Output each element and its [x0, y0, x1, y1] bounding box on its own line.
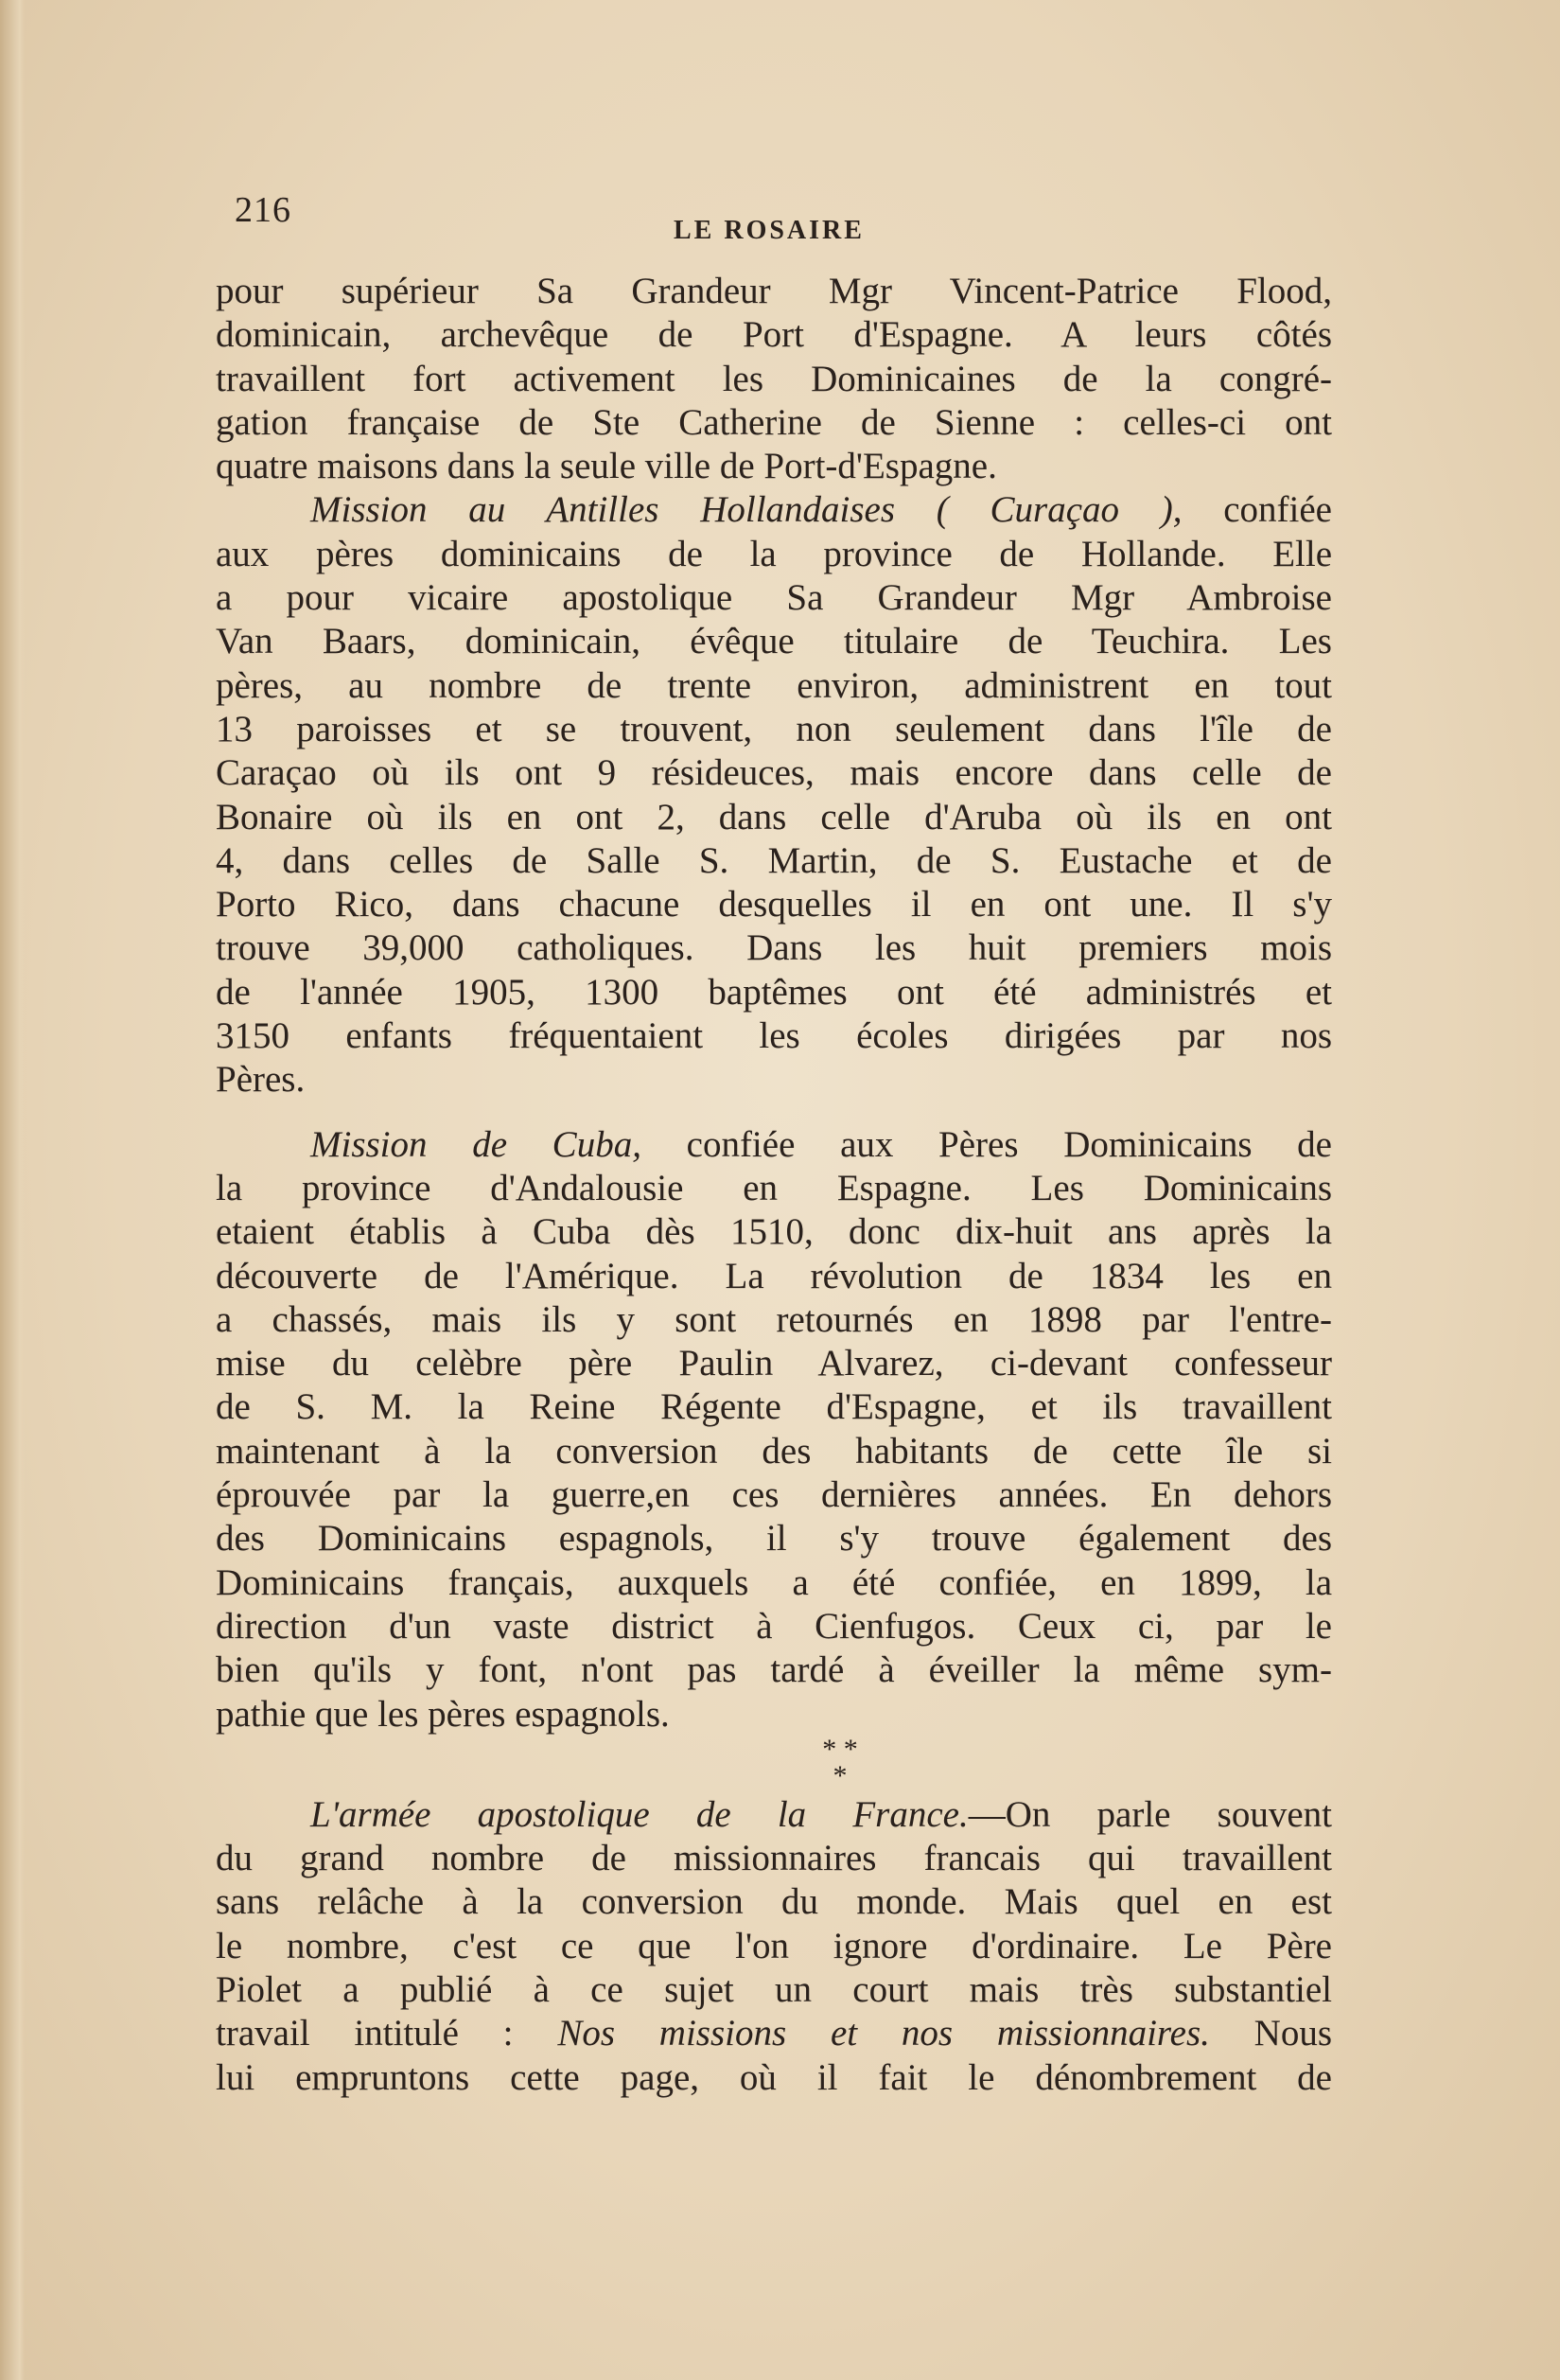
text-fragment: confiée aux Pères Dominicains de [640, 1123, 1332, 1165]
text-line: Caraçao où ils ont 9 résideuces, mais encore dans celle de [216, 752, 1332, 794]
text-line: 3150 enfants fréquentaient les écoles dirigées par nos [216, 1015, 1332, 1057]
text-line: aux pères dominicains de la province de Hollande. Elle [216, 533, 1332, 574]
text-line: travaillent fort activement les Dominicaines de la congré- [216, 358, 1332, 399]
text-line: de S. M. la Reine Régente d'Espagne, et ils travaillent [216, 1386, 1332, 1428]
section-heading-italic: L'armée apostolique de la France. [310, 1793, 969, 1835]
text-line: Dominicains français, auxquels a été confiée, en 1899, la [216, 1561, 1332, 1603]
text-line: quatre maisons dans la seule ville de Port-d'Espagne. [216, 446, 997, 487]
text-line: direction d'un vaste district à Cienfugos. Ceux ci, par le [216, 1605, 1332, 1647]
text-line: le nombre, c'est ce que l'on ignore d'ordinaire. Le Père [216, 1925, 1332, 1966]
text-line: éprouvée par la guerre,en ces dernières années. En dehors [216, 1474, 1332, 1516]
text-line: du grand nombre de missionnaires francais qui travaillent [216, 1838, 1332, 1879]
text-line: découverte de l'Amérique. La révolution de 1834 les en [216, 1255, 1332, 1296]
separator-top: * * [822, 1733, 858, 1765]
text-line: la province d'Andalousie en Espagne. Les Dominicains [216, 1167, 1332, 1208]
section-separator [216, 1733, 1332, 1793]
text-line: de l'année 1905, 1300 baptêmes ont été administrés et [216, 971, 1332, 1013]
text-line: a pour vicaire apostolique Sa Grandeur Mgr Ambroise [216, 577, 1332, 619]
separator-bottom: * [833, 1759, 848, 1791]
text-fragment: travail intitulé : [216, 2013, 558, 2054]
text-line: trouve 39,000 catholiques. Dans les huit premiers mois [216, 927, 1332, 969]
text-line [216, 488, 1332, 532]
text-fragment: confiée [1182, 489, 1332, 531]
book-title-italic: Nos missions et nos missionnaires. [557, 2013, 1210, 2054]
text-line: gation française de Ste Catherine de Sienne : celles-ci ont [216, 401, 1332, 443]
page-number: 216 [235, 190, 291, 230]
text-line: lui empruntons cette page, où il fait le dénombrement de [216, 2056, 1332, 2098]
page-edge-shadow [0, 0, 25, 2380]
paragraph-cuba [216, 1123, 1332, 1737]
text-line: dominicain, archevêque de Port d'Espagne. A leurs côtés [216, 314, 1332, 356]
text-line: sans relâche à la conversion du monde. Mais quel en est [216, 1881, 1332, 1923]
text-line: 13 paroisses et se trouvent, non seulement dans l'île de [216, 708, 1332, 749]
text-line: 4, dans celles de Salle S. Martin, de S. Eustache et de [216, 839, 1332, 881]
text-line [216, 1123, 1332, 1167]
paragraph-armee-apostolique [216, 1793, 1332, 2100]
section-heading-italic: Mission de Cuba, [310, 1123, 641, 1165]
text-line: bien qu'ils y font, n'ont pas tardé à éveiller la même sym- [216, 1649, 1332, 1691]
paragraph-trinidad [216, 270, 1332, 488]
text-line [216, 2012, 1332, 2055]
text-line: Van Baars, dominicain, évêque titulaire de Teuchira. Les [216, 621, 1332, 662]
text-fragment: Nous [1209, 2013, 1333, 2054]
text-line: pour supérieur Sa Grandeur Mgr Vincent-Patrice Flood, [216, 271, 1332, 311]
text-line: etaient établis à Cuba dès 1510, donc dix-huit ans après la [216, 1211, 1332, 1253]
text-line: Pères. [216, 1059, 306, 1101]
section-heading-italic: Mission au Antilles Hollandaises ( Curaçao ), [310, 489, 1183, 531]
text-line: Piolet a publié à ce sujet un court mais très substantiel [216, 1968, 1332, 2010]
text-line: a chassés, mais ils y sont retournés en 1898 par l'entre- [216, 1298, 1332, 1340]
running-head: LE ROSAIRE [674, 216, 865, 245]
text-line: maintenant à la conversion des habitants de cette île si [216, 1430, 1332, 1472]
paragraph-antilles-hollandaises [216, 488, 1332, 1102]
text-line: pères, au nombre de trente environ, administrent en tout [216, 664, 1332, 706]
paragraph-gap [216, 1102, 1332, 1123]
body-text [216, 270, 1332, 2100]
text-line: des Dominicains espagnols, il s'y trouve également des [216, 1518, 1332, 1560]
text-line: Bonaire où ils en ont 2, dans celle d'Aruba où ils en ont [216, 796, 1332, 837]
text-line: mise du celèbre père Paulin Alvarez, ci-devant confesseur [216, 1343, 1332, 1384]
text-fragment: —On parle souvent [968, 1793, 1332, 1835]
text-line [216, 1793, 1332, 1837]
text-line: pathie que les pères espagnols. [216, 1693, 670, 1735]
text-line: Porto Rico, dans chacune desquelles il en ont une. Il s'y [216, 884, 1332, 926]
